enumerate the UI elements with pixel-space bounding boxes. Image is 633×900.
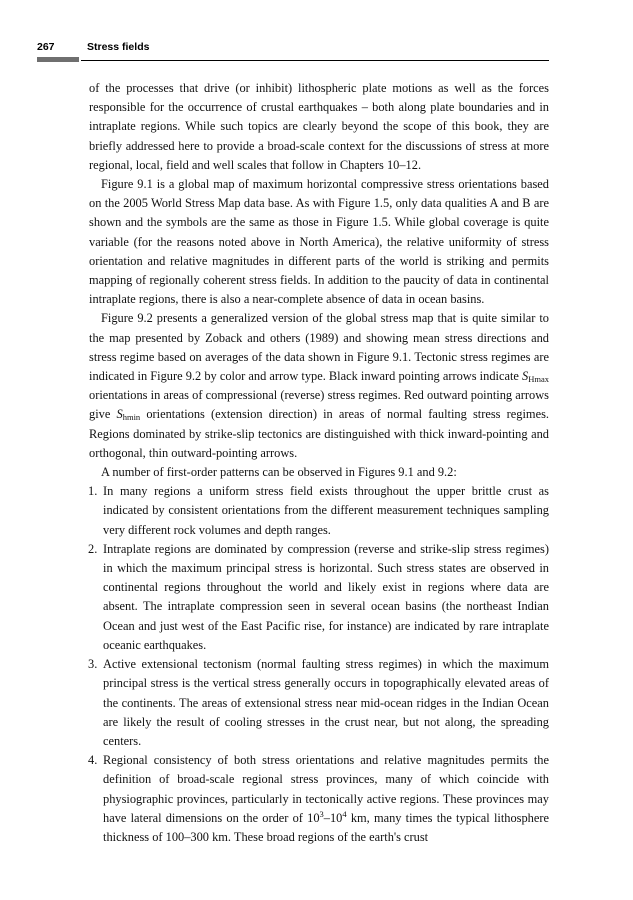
page-number: 267 xyxy=(37,41,55,53)
list-item xyxy=(89,482,549,540)
list-item-text: –10 xyxy=(323,810,343,825)
superscript: 3 xyxy=(319,808,324,819)
header-rule xyxy=(81,60,549,61)
superscript: 4 xyxy=(342,808,347,819)
list-number: 1. xyxy=(88,484,98,499)
running-title: Stress fields xyxy=(87,41,150,53)
list-number: 3. xyxy=(88,657,98,672)
list-item xyxy=(89,655,549,751)
patterns-list xyxy=(89,482,549,847)
paragraph-list-intro: A number of first-order patterns can be observed in Figures 9.1 and 9.2: xyxy=(101,465,457,480)
list-number: 2. xyxy=(88,541,98,556)
paragraph-figure-9-2 xyxy=(89,309,549,463)
paragraph-text: orientations (extension direction) in areas of normal faulting stress regimes. Regions dominated by strike-slip tectonics are distinguished with thick inward-pointing and orthogonal, thin outward-pointing arrows. xyxy=(89,407,549,460)
list-item-text: km, many times the typical lithosphere thickness of 100–300 km. These broad regions of the earth's crust xyxy=(103,810,549,844)
symbol-s: S xyxy=(116,407,123,422)
list-item xyxy=(89,751,549,847)
paragraph-figure-9-1: Figure 9.1 is a global map of maximum horizontal compressive stress orientations based on the 2005 World Stress Map data base. As with Figure 1.5, only data qualities A and B are shown and the symbols are the same as those in Figure 1.5. While global coverage is quite variable (for the reasons noted above in North America), the relative uniformity of stress orientation and relative magnitudes in different parts of the world is striking and permits mapping of regionally coherent stress fields. In addition to the paucity of data in continental intraplate regions, there is also a near-complete absence of data in ocean basins. xyxy=(89,177,549,307)
page-body xyxy=(89,79,549,847)
list-item-text: Intraplate regions are dominated by compression (reverse and strike-slip stress regimes) in which the maximum principal stress is horizontal. Such stress states are observed in continental regions throughout the world and likely exist in regions where data are absent. The intraplate compression seen in several ocean basins (the northeast Indian Ocean and just west of the East Pacific rise, for instance) are indicated by rare intraplate oceanic earthquakes. xyxy=(103,541,549,652)
list-item-text: Regional consistency of both stress orientations and relative magnitudes permits the definition of broad-scale regional stress provinces, many of which coincide with physiographic provinces, particularly in tectonically active regions. These provinces may have lateral dimensions on the order of 10 xyxy=(103,753,549,825)
paragraph-text: orientations in areas of compressional (reverse) stress regimes. Red outward pointing arrows give xyxy=(89,388,549,422)
subscript-hmin: hmin xyxy=(122,412,141,423)
list-item xyxy=(89,540,549,655)
subscript-hmax: Hmax xyxy=(528,374,549,385)
list-number: 4. xyxy=(88,753,98,768)
paragraph-continued: of the processes that drive (or inhibit) lithospheric plate motions as well as the forces responsible for the occurrence of crustal earthquakes – both along plate boundaries and in intraplate regions. While such topics are clearly beyond the scope of this book, they are briefly addressed here to provide a broad-scale context for the discussions of stress at more regional, local, field and well scales that follow in Chapters 10–12. xyxy=(89,81,549,172)
paragraph-text: Figure 9.2 presents a generalized version of the global stress map that is quite similar to the map presented by Zoback and others (1989) and showing mean stress directions and stress regime based on averages of the data shown in Figure 9.1. Tectonic stress regimes are indicated in Figure 9.2 by color and arrow type. Black inward pointing arrows indicate xyxy=(89,311,549,384)
page-number-bar xyxy=(37,57,79,62)
running-header xyxy=(37,41,549,65)
list-item-text: In many regions a uniform stress field exists throughout the upper brittle crust as indicated by consistent orientations from the different measurement techniques sampling very different rock volumes and depth ranges. xyxy=(103,484,549,537)
list-item-text: Active extensional tectonism (normal faulting stress regimes) in which the maximum principal stress is the vertical stress generally occurs in topographically elevated areas of the continents. The areas of extensional stress near mid-ocean ridges in the Indian Ocean are likely the result of cooling stresses in the crust near, but not along, the spreading centers. xyxy=(103,657,549,748)
symbol-s: S xyxy=(522,369,529,384)
